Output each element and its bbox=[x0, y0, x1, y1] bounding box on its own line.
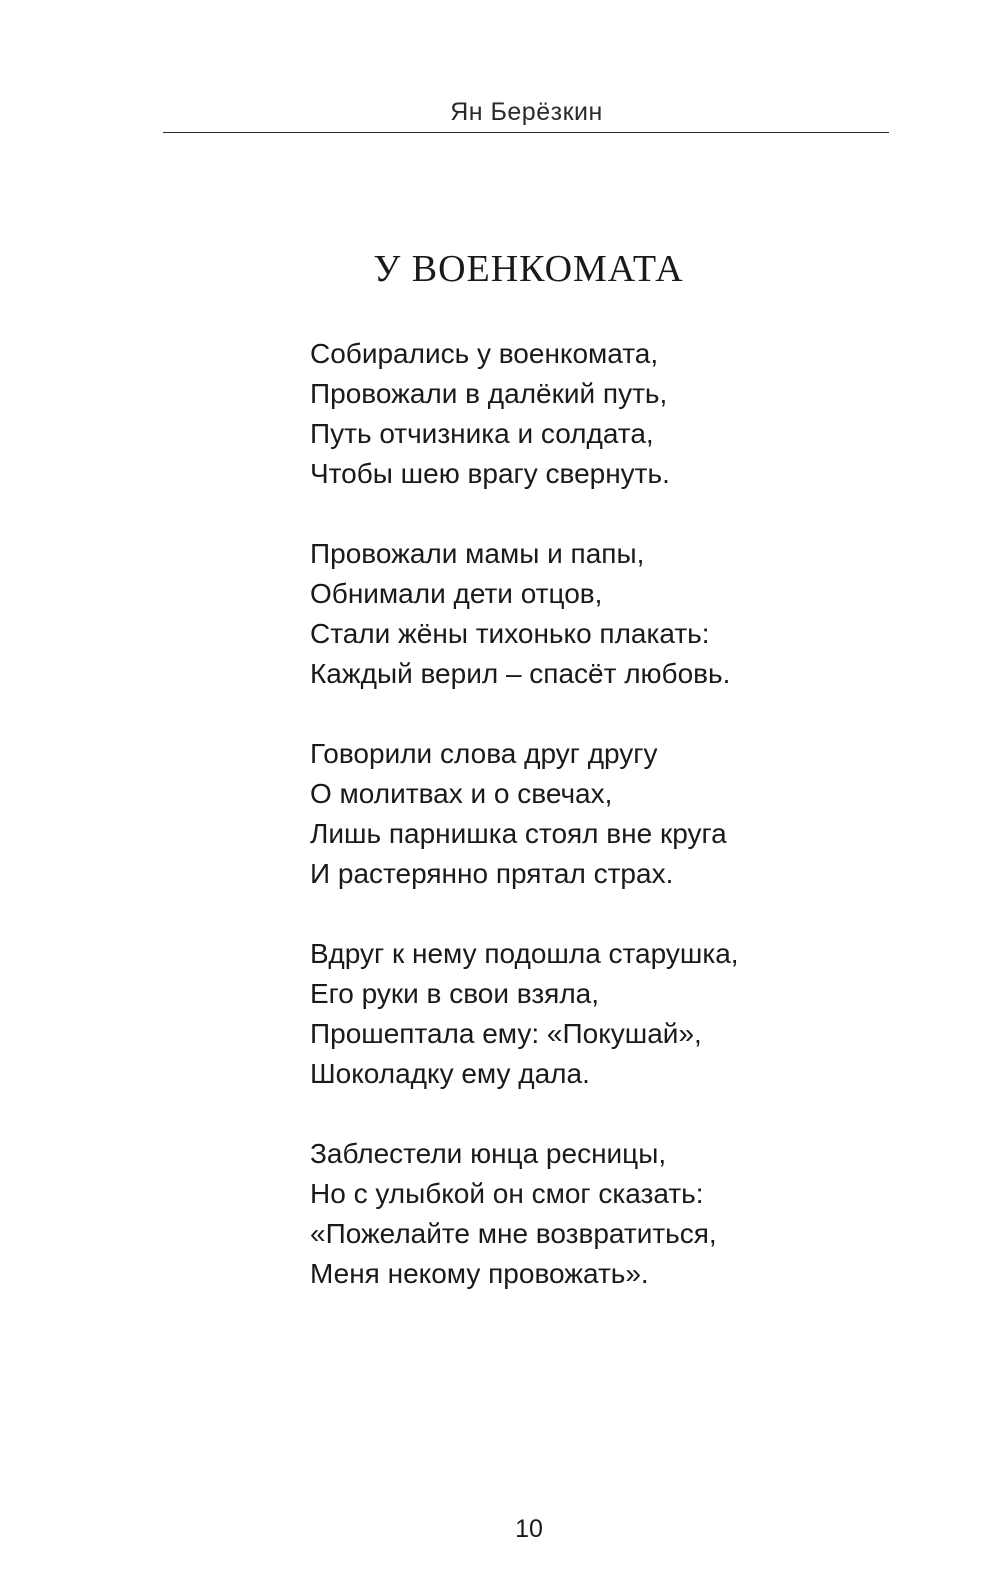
poem-line: Обнимали дети отцов, bbox=[310, 578, 603, 609]
stanza-3 bbox=[310, 734, 830, 894]
poem-line: Путь отчизника и солдата, bbox=[310, 418, 654, 449]
stanza-5 bbox=[310, 1134, 830, 1294]
poem-line: Прошептала ему: «Покушай», bbox=[310, 1018, 702, 1049]
poem-body bbox=[310, 334, 830, 1334]
poem-line: Шоколадку ему дала. bbox=[310, 1058, 590, 1089]
poem-line: Говорили слова друг другу bbox=[310, 738, 658, 769]
poem-line: Чтобы шею врагу свернуть. bbox=[310, 458, 670, 489]
poem-line: «Пожелайте мне возвратиться, bbox=[310, 1218, 717, 1249]
poem-line: Стали жёны тихонько плакать: bbox=[310, 618, 710, 649]
poem-line: Провожали мамы и папы, bbox=[310, 538, 645, 569]
poem-line: Его руки в свои взяла, bbox=[310, 978, 600, 1009]
poem-line: О молитвах и о свечах, bbox=[310, 778, 613, 809]
stanza-2 bbox=[310, 534, 830, 694]
poem-title: У ВОЕНКОМАТА bbox=[373, 248, 684, 290]
poem-line: Провожали в далёкий путь, bbox=[310, 378, 668, 409]
stanza-1 bbox=[310, 334, 830, 494]
poem-line: Заблестели юнца ресницы, bbox=[310, 1138, 667, 1169]
running-header-author: Ян Берёзкин bbox=[450, 98, 603, 126]
poem-line: Вдруг к нему подошла старушка, bbox=[310, 938, 739, 969]
poem-line: Но с улыбкой он смог сказать: bbox=[310, 1178, 704, 1209]
poem-line: Собирались у военкомата, bbox=[310, 338, 659, 369]
page-number: 10 bbox=[515, 1515, 543, 1543]
poem-line: Лишь парнишка стоял вне круга bbox=[310, 818, 727, 849]
stanza-4 bbox=[310, 934, 830, 1094]
header-rule bbox=[163, 132, 889, 133]
poem-line: Каждый верил – спасёт любовь. bbox=[310, 658, 731, 689]
poem-line: Меня некому провожать». bbox=[310, 1258, 649, 1289]
poem-line: И растерянно прятал страх. bbox=[310, 858, 674, 889]
